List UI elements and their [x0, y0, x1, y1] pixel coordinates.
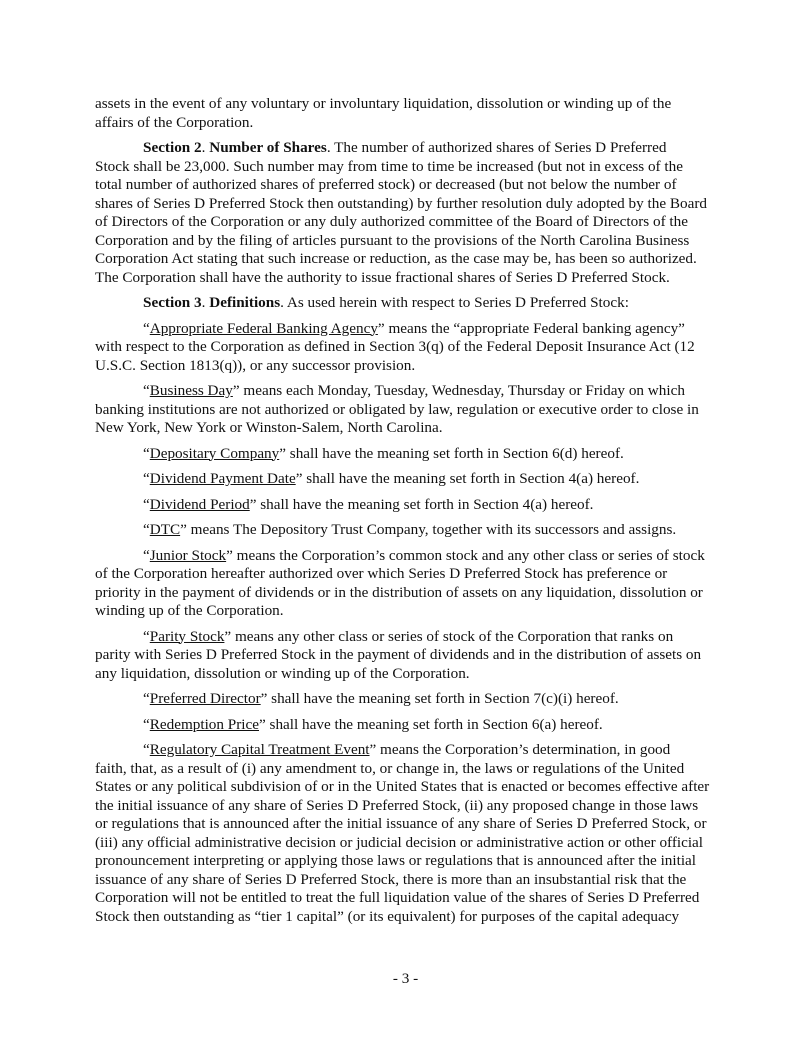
document-body: [95, 95, 725, 933]
defined-term: Dividend Payment Date: [149, 470, 296, 487]
section-number: Section 3: [143, 294, 202, 311]
paragraph: [95, 521, 725, 540]
first-line-text: . As used herein with respect to Series D Preferred Stock:: [280, 294, 629, 311]
defined-term: Redemption Price: [149, 715, 259, 733]
paragraph: [95, 716, 725, 735]
text-line: affairs of the Corporation.: [95, 113, 254, 131]
text-line: shares of Series D Preferred Stock then outstanding) by further resolution duly adopted by the Board: [95, 194, 707, 212]
text-line: The Corporation shall have the authority to issue fractional shares of Series D Preferred Stock.: [95, 268, 670, 286]
text-line: New York, New York or Winston-Salem, North Carolina.: [95, 419, 443, 436]
paragraph: [95, 628, 725, 684]
text-line: States or any political subdivision of or in the United States that is enacted or becomes effective after: [95, 778, 710, 795]
paragraph-first-line: “Junior Stock” means the Corporation’s common stock and any other class or series of stock: [143, 546, 705, 564]
paragraph: [95, 320, 725, 376]
first-line-text: ” means each Monday, Tuesday, Wednesday, Thursday or Friday on which: [232, 382, 685, 399]
text-line: assets in the event of any voluntary or involuntary liquidation, dissolution or winding up of the: [95, 95, 672, 112]
first-line-text: ” shall have the meaning set forth in Section 4(a) hereof.: [249, 495, 594, 513]
defined-term: DTC: [149, 521, 181, 538]
paragraph: [95, 496, 725, 515]
text-line: Corporation will not be entitled to treat the full liquidation value of the shares of Series D Preferred: [95, 889, 700, 906]
text-line: U.S.C. Section 1813(q)), or any successor provision.: [95, 356, 416, 374]
first-line-text: ” means the “appropriate Federal banking agency”: [377, 319, 685, 337]
paragraph-first-line: “Preferred Director” shall have the meaning set forth in Section 7(c)(i) hereof.: [143, 690, 619, 707]
paragraph: [95, 547, 725, 621]
text-line: Stock then outstanding as “tier 1 capital” (or its equivalent) for purposes of the capital adequacy: [95, 907, 680, 925]
text-line: of Directors of the Corporation or any duly authorized committee of the Board of Directors of the: [95, 213, 688, 230]
defined-term: Depositary Company: [149, 444, 280, 462]
paragraph-first-line: “DTC” means The Depository Trust Company, together with its successors and assigns.: [143, 521, 677, 538]
paragraph-first-line: “Depositary Company” shall have the meaning set forth in Section 6(d) hereof.: [143, 444, 624, 462]
text-line: banking institutions are not authorized or obligated by law, regulation or executive order to close in: [95, 400, 699, 418]
text-line: any liquidation, dissolution or winding up of the Corporation.: [95, 664, 470, 682]
paragraph: [95, 741, 725, 926]
first-line-text: ” shall have the meaning set forth in Section 7(c)(i) hereof.: [260, 690, 619, 707]
section-heading: Number of Shares: [209, 139, 327, 156]
first-line-text: ” means the Corporation’s determination, in good: [369, 741, 671, 758]
paragraph: [95, 445, 725, 464]
section-number: Section 2: [143, 139, 202, 156]
paragraph-first-line: “Dividend Period” shall have the meaning set forth in Section 4(a) hereof.: [143, 495, 594, 513]
first-line-text: ” means any other class or series of stock of the Corporation that ranks on: [224, 627, 674, 645]
paragraph: [95, 139, 725, 287]
paragraph-first-line: “Parity Stock” means any other class or series of stock of the Corporation that ranks on: [143, 627, 674, 645]
defined-term: Appropriate Federal Banking Agency: [149, 319, 378, 337]
section-heading: Definitions: [209, 294, 281, 311]
paragraph-first-line: Section 3. Definitions. As used herein with respect to Series D Preferred Stock:: [143, 294, 629, 311]
first-line-text: ” shall have the meaning set forth in Section 6(a) hereof.: [259, 715, 603, 733]
first-line-text: . The number of authorized shares of Series D Preferred: [326, 139, 667, 156]
paragraph-first-line: “Dividend Payment Date” shall have the meaning set forth in Section 4(a) hereof.: [143, 470, 640, 487]
paragraph: [95, 470, 725, 489]
text-line: priority in the payment of dividends or in the distribution of assets on any liquidation, dissolution or: [95, 583, 703, 601]
paragraph: [95, 95, 725, 132]
text-line: total number of authorized shares of preferred stock) or decreased (but not below the number of: [95, 176, 677, 193]
first-line-text: ” means the Corporation’s common stock and any other class or series of stock: [226, 546, 705, 564]
defined-term: Regulatory Capital Treatment Event: [149, 741, 370, 758]
paragraph-first-line: “Business Day” means each Monday, Tuesday, Wednesday, Thursday or Friday on which: [143, 382, 685, 399]
paragraph-first-line: “Regulatory Capital Treatment Event” means the Corporation’s determination, in good: [143, 741, 671, 758]
page-number: - 3 -: [392, 970, 419, 987]
text-line: faith, that, as a result of (i) any amendment to, or change in, the laws or regulations of the United: [95, 759, 685, 777]
defined-term: Parity Stock: [149, 627, 225, 645]
first-line-text: ” shall have the meaning set forth in Section 6(d) hereof.: [279, 444, 624, 462]
defined-term: Business Day: [149, 382, 233, 399]
paragraph: [95, 382, 725, 438]
first-line-text: ” means The Depository Trust Company, together with its successors and assigns.: [180, 521, 677, 538]
text-line: with respect to the Corporation as defined in Section 3(q) of the Federal Deposit Insurance Act (12: [95, 338, 695, 355]
text-line: Corporation Act stating that such increase or reduction, as the case may be, has been so authorized.: [95, 250, 697, 267]
paragraph: [95, 690, 725, 709]
text-line: the initial issuance of any share of Series D Preferred Stock, (ii) any proposed change in those laws: [95, 796, 699, 814]
text-line: winding up of the Corporation.: [95, 602, 284, 619]
paragraph: [95, 294, 725, 313]
text-line: (iii) any official administrative decision or judicial decision or administrative action or other official: [95, 833, 704, 851]
paragraph-first-line: “Redemption Price” shall have the meaning set forth in Section 6(a) hereof.: [143, 715, 603, 733]
text-line: or regulations that is announced after the initial issuance of any share of Series D Preferred Stock, or: [95, 815, 707, 832]
paragraph-first-line: “Appropriate Federal Banking Agency” means the “appropriate Federal banking agency”: [143, 319, 685, 337]
text-line: Corporation and by the filing of articles pursuant to the provisions of the North Carolina Business: [95, 231, 690, 249]
text-line: Stock shall be 23,000. Such number may from time to time be increased (but not in excess of the: [95, 157, 683, 175]
paragraph-first-line: Section 2. Number of Shares. The number of authorized shares of Series D Preferred: [143, 139, 667, 156]
text-line: pronouncement interpreting or applying those laws or regulations that is announced after the initial: [95, 852, 697, 869]
defined-term: Preferred Director: [149, 690, 261, 707]
text-line: parity with Series D Preferred Stock in the payment of dividends and in the distribution of assets on: [95, 646, 702, 663]
defined-term: Dividend Period: [149, 495, 250, 513]
defined-term: Junior Stock: [149, 546, 227, 564]
text-line: of the Corporation hereafter authorized over which Series D Preferred Stock has preference or: [95, 565, 668, 582]
text-line: issuance of any share of Series D Preferred Stock, there is more than an insubstantial risk that the: [95, 870, 687, 888]
first-line-text: ” shall have the meaning set forth in Section 4(a) hereof.: [295, 470, 640, 487]
